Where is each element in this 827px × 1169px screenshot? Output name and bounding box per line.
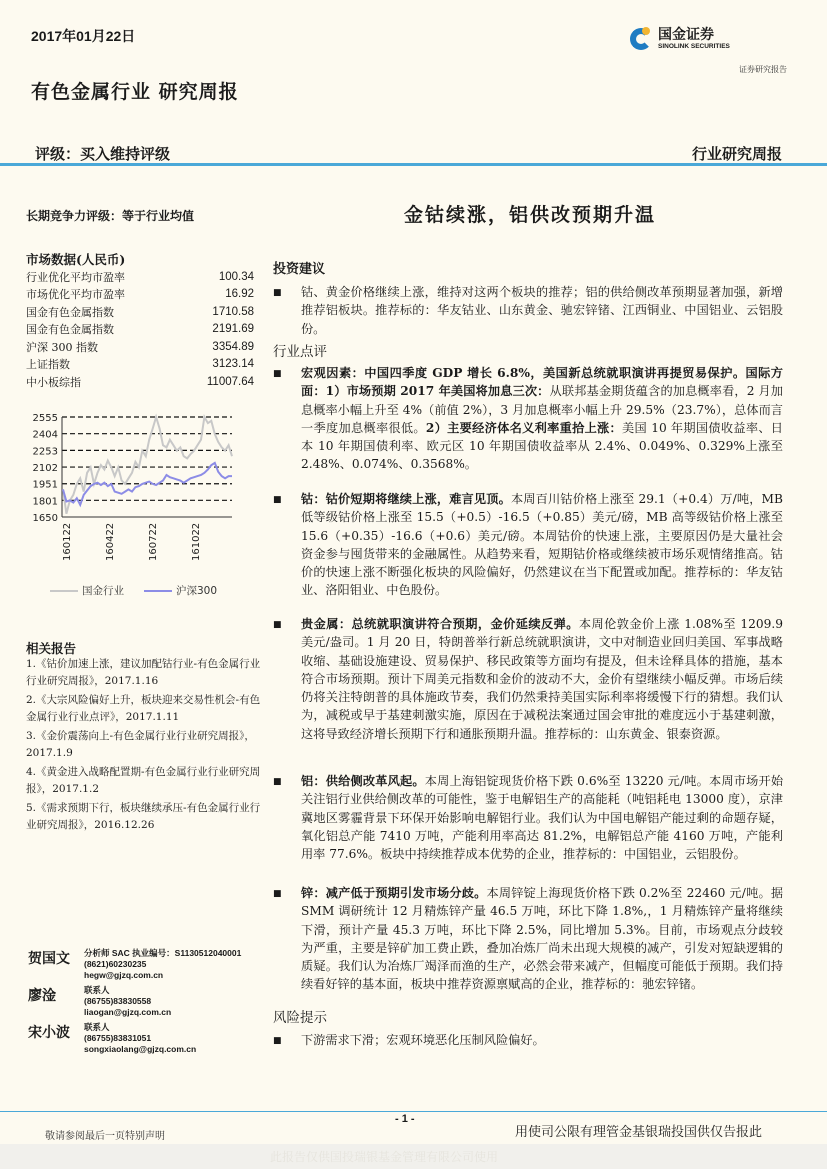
svg-text:2555: 2555 [32, 413, 58, 424]
svg-text:160122: 160122 [62, 522, 73, 561]
bullet-square-icon: ■ [273, 777, 282, 787]
analyst-info [84, 948, 241, 981]
market-data-row [26, 268, 254, 286]
longterm-rating: 长期竞争力评级：等于行业均值 [26, 209, 195, 223]
analyst-title: 联系人 [84, 1022, 110, 1032]
zinc-body: 本周锌锭上海现货价格下跌 0.2%至 22460 元/吨。据 SMM 调研统计 12 月精炼锌产量 46.5 万吨，环比下降 1.8%,，1 月精炼锌产量将继续下滑，预计产量 45.3 万吨，环比下降 2.5%，同比增加 5.3%。目前，市场观点分歧较为严重，主要是锌矿加工费止跌，叠加冶炼厂尚未出现大规模的减产，引发对短缺逻辑的质疑。我们认为冶炼厂竭泽而渔的生产，必然会带来减产，但幅度可能低于预期。我们持续看好锌的基本面，板块中推荐资源禀赋高的企业，推荐标的：驰宏锌锗。 [301, 886, 784, 992]
analyst-card [28, 1022, 268, 1055]
related-report-link[interactable]: 5.《需求预期下行，板块继续承压-有色金属行业行业研究周报》，2016.12.26 [26, 802, 261, 831]
macro-lead-2: 2）主要经济体名义利率重拾上涨： [425, 420, 623, 435]
macro-body-1: 从联邦基金期货蕴含的加息概率看，2 月加息概率小幅上升至 4%（前值 2%），3 月加息概率小幅上升 29.5%（23.7%），总体而言一季度加息概率很低。 [301, 384, 783, 435]
cobalt-text [301, 490, 783, 600]
related-report-link[interactable]: 3.《金价震荡向上-有色金属行业行业研究周报》，2017.1.9 [26, 730, 255, 759]
row-value: 3123.14 [212, 358, 254, 371]
row-label: 行业优化平均市盈率 [26, 270, 125, 284]
report-headline: 金钴续涨，铝供改预期升温 [403, 204, 656, 226]
cobalt-lead: 钴：钴价短期将继续上涨，难言见顶。 [301, 492, 511, 506]
market-data-row [26, 356, 254, 374]
header-divider [0, 163, 827, 166]
bullet-square-icon: ■ [273, 495, 282, 505]
svg-text:161022: 161022 [191, 522, 202, 561]
market-data-row [26, 303, 254, 321]
row-value: 1710.58 [212, 305, 254, 318]
disclaimer-note: 敬请参阅最后一页特别声明 [45, 1131, 165, 1142]
macro-body-2: 美国 10 年期国债收益率、日本 10 年期国债利率、欧元区 10 年期国债收益率从 2.4%、0.049%、0.329%上涨至 2.48%、0.074%、0.3568%。 [301, 420, 783, 472]
row-value: 3354.89 [212, 340, 254, 353]
analyst-card [28, 985, 268, 1018]
legend-label: 沪深300 [176, 585, 218, 597]
logo-en-text: SINOLINK SECURITIES [658, 42, 730, 50]
aluminum-lead: 铝：供给侧改革风起。 [301, 774, 425, 788]
company-logo [630, 26, 730, 52]
legend-swatch [50, 590, 78, 592]
bullet-square-icon: ■ [273, 620, 282, 630]
analyst-card [28, 948, 268, 981]
market-data-title: 市场数据(人民币) [26, 252, 126, 267]
footer-divider [0, 1111, 827, 1112]
cobalt-body: 本周百川钴价格上涨至 29.1（+0.4）万/吨，MB 低等级钴价格上涨至 15.5（+0.5）-16.5（+0.85）美元/磅，MB 高等级钴价格上涨至 15.6（+0.35）-16.6（+0.6）美元/磅。本周钴价的快速上涨，主要原因仍是大量社会资金参与囤货带来的金融属性。从趋势来看，短期钴价格或继续被市场乐观情绪推高。钴价的快速上涨不断强化板块的风险偏好，仍然建议在当下配置或加配。推荐标的：华友钴业、洛阳钼业、中色股份。 [301, 492, 783, 598]
svg-text:160422: 160422 [105, 522, 116, 561]
cobalt-bullet [273, 490, 783, 600]
chart-legend [50, 583, 217, 598]
row-value: 2191.69 [212, 323, 254, 336]
sinolink-logo-icon [630, 26, 654, 52]
svg-text:1951: 1951 [32, 479, 58, 491]
zinc-text [301, 884, 783, 994]
precious-bullet [273, 615, 783, 743]
legend-swatch [144, 590, 172, 592]
svg-text:1801: 1801 [32, 496, 58, 508]
svg-text:2102: 2102 [32, 463, 58, 475]
usage-note: 用使司公限有理管金基银瑞投国供仅告报此 [515, 1125, 763, 1140]
aluminum-body: 本周上海铝锭现货价格下跌 0.6%至 13220 元/吨。本周市场开始关注铝行业供给侧改革的可能性，鉴于电解铝生产的高能耗（吨铝耗电 13000 度），京津冀地区雾霾背景下环保开始影响电解铝行业。我们认为中国电解铝产能过剩的命题存疑，氧化铝总产能 7410 万吨，产能利用率高达 81.2%，电解铝总产能 4160 万吨，产能利用率 77.6%。板块中持续推荐成本优势的企业，推荐标的：中国铝业，云铝股份。 [301, 774, 784, 862]
row-label: 国金有色金属指数 [26, 323, 114, 337]
aluminum-text [301, 772, 783, 863]
macro-lead: 宏观因素：中国四季度 GDP 增长 6.8%，美国新总统就职演讲再提贸易保护。国际方面：1）市场预期 2017 年美国将加息三次： [301, 366, 783, 399]
chart-svg [20, 405, 250, 575]
market-data-row [26, 286, 254, 304]
svg-text:160722: 160722 [148, 522, 159, 561]
bullet-square-icon: ■ [273, 1036, 282, 1046]
analyst-title: 联系人 [84, 985, 110, 995]
analyst-name: 贺国文 [28, 951, 70, 967]
report-type: 行业研究周报 [691, 145, 782, 163]
analyst-email[interactable]: liaogan@gjzq.com.cn [84, 1007, 172, 1017]
row-value: 11007.64 [206, 375, 254, 388]
invest-text: 钴、黄金价格继续上涨，维持对这两个板块的推荐；铝的供给侧改革预期显著加强，新增推荐铝板块。推荐标的：华友钴业、山东黄金、驰宏锌锗、江西铜业、中国铝业、云铝股份。 [301, 285, 783, 336]
market-data-table [26, 268, 254, 391]
zinc-lead: 锌：减产低于预期引发市场分歧。 [301, 886, 487, 900]
analyst-name: 廖淦 [28, 988, 56, 1004]
rating: 评级：买入维持评级 [35, 145, 171, 163]
page-number: - 1 - [395, 1113, 415, 1125]
section-invest-title: 投资建议 [273, 262, 326, 277]
analyst-name: 宋小波 [28, 1025, 70, 1041]
related-report-link[interactable]: 2.《大宗风险偏好上升，板块迎来交易性机会-有色金属行业行业点评》，2017.1.11 [26, 694, 261, 723]
precious-text [301, 615, 783, 743]
invest-bullet [273, 283, 783, 338]
bullet-square-icon: ■ [273, 288, 282, 298]
precious-lead: 贵金属：总统就职演讲符合预期，金价延续反弹。 [301, 617, 579, 631]
row-label: 市场优化平均市盈率 [26, 288, 125, 302]
related-report-link[interactable]: 1.《钴价加速上涨，建议加配钴行业-有色金属行业行业研究周报》，2017.1.16 [26, 658, 261, 687]
watermark-text: 此报告仅供国投瑞银基金管理有限公司使用 [270, 1150, 499, 1164]
section-risk-title: 风险提示 [273, 1010, 327, 1026]
legend-label: 国金行业 [82, 585, 124, 597]
analyst-list [28, 948, 268, 1059]
risk-bullet [273, 1031, 783, 1050]
report-date: 2017年01月22日 [31, 28, 136, 44]
analyst-phone: (86755)83831051 [84, 1033, 152, 1043]
analyst-info [84, 985, 171, 1018]
row-value: 16.92 [225, 288, 254, 301]
analyst-phone: (8621)60230235 [84, 959, 147, 969]
analyst-email[interactable]: hegw@gjzq.com.cn [84, 970, 164, 980]
bullet-square-icon: ■ [273, 369, 282, 379]
zinc-bullet [273, 884, 783, 994]
index-line-chart [20, 405, 250, 605]
macro-bullet [273, 364, 783, 474]
related-report-link[interactable]: 4.《黄金进入战略配置期-有色金属行业行业研究周报》，2017.1.2 [26, 766, 261, 795]
row-label: 上证指数 [26, 358, 70, 372]
analyst-info [84, 1022, 196, 1055]
row-label: 沪深 300 指数 [26, 340, 98, 354]
logo-cn-text: 国金证券 [658, 26, 714, 43]
svg-text:2253: 2253 [32, 446, 58, 458]
market-data-row [26, 338, 254, 356]
bullet-square-icon: ■ [273, 889, 282, 899]
section-review-title: 行业点评 [273, 344, 327, 360]
row-value: 100.34 [218, 270, 254, 283]
row-label: 国金有色金属指数 [26, 305, 114, 319]
legend-item-hs300 [144, 583, 217, 598]
risk-text: 下游需求下滑；宏观环境恶化压制风险偏好。 [301, 1033, 545, 1047]
industry-title: 有色金属行业 研究周报 [31, 81, 239, 103]
market-data-row [26, 321, 254, 339]
market-data-row [26, 373, 254, 391]
related-reports-title: 相关报告 [26, 641, 77, 656]
aluminum-bullet [273, 772, 783, 863]
macro-text [301, 364, 783, 474]
analyst-email[interactable]: songxiaolang@gjzq.com.cn [84, 1044, 197, 1054]
legend-item-industry [50, 583, 124, 598]
related-reports-list [26, 656, 264, 836]
doc-type-label: 证券研究报告 [739, 65, 787, 74]
row-label: 中小板综指 [26, 375, 81, 389]
analyst-phone: (86755)83830558 [84, 996, 152, 1006]
svg-text:2404: 2404 [32, 429, 58, 441]
svg-text:1650: 1650 [32, 513, 58, 524]
precious-body: 本周伦敦金价上涨 1.08%至 1209.9 美元/盎司。1 月 20 日，特朗普举行新总统就职演讲，文中对制造业回归美国、军事战略收缩、基础设施建设、贸易保护、移民政策等方面均有提及，但未诠释具体的措施，基本符合市场预期。预计下周美元指数和金价的波动不大，金价有望继续小幅反弹。市场后续仍将关注特朗普的具体施政节奏，我们仍然秉持美国实际利率将缓慢下行的猜想。我们认为，减税或早于基建刺激实施，原因在于减税法案通过国会审批的难度远小于基建刺激，这将导致经济增长预期下行和通胀预期升温。推荐标的：山东黄金、银泰资源。 [301, 617, 784, 741]
analyst-title: 分析师 SAC 执业编号：S1130512040001 [84, 948, 242, 958]
